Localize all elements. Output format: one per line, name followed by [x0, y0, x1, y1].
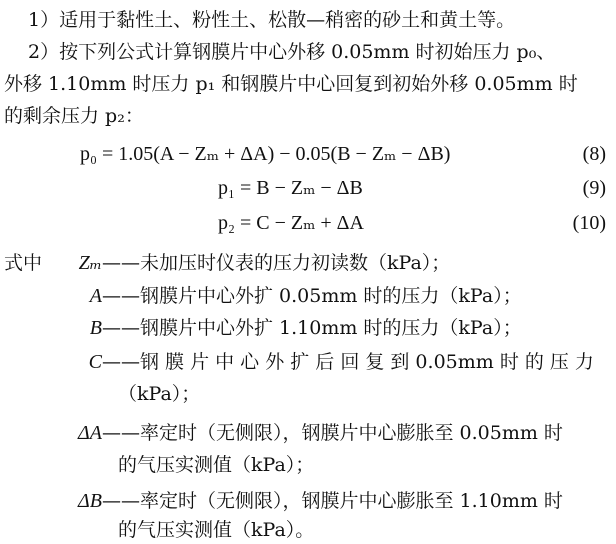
definition-delta-a-line-1: ——率定时（无侧限），钢膜片中心膨胀至 0.05mm 时: [102, 422, 563, 444]
formula-10: p₂ = C − Zₘ + ΔA: [218, 212, 364, 234]
item-1: 1）适用于黏性土、粉性土、松散—稍密的砂土和黄土等。: [28, 9, 516, 31]
symbol-b: B: [89, 317, 102, 339]
item-2-line-2: 外移 1.10mm 时压力 p₁ 和钢膜片中心回复到初始外移 0.05mm 时: [4, 73, 578, 95]
where-label: 式中: [4, 252, 43, 274]
definition-zm: ——未加压时仪表的压力初读数（kPa）；: [102, 252, 451, 274]
definition-b: ——钢膜片中心外扩 1.10mm 时的压力（kPa）；: [102, 317, 522, 339]
definition-delta-b-line-1: ——率定时（无侧限），钢膜片中心膨胀至 1.10mm 时: [102, 490, 563, 512]
formula-9: p₁ = B − Zₘ − ΔB: [218, 177, 363, 199]
symbol-delta-b: ΔB: [78, 490, 102, 512]
symbol-zm: Zₘ: [78, 252, 102, 274]
equation-number-8: (8): [582, 143, 606, 165]
definition-delta-a-line-2: 的气压实测值（kPa）；: [118, 454, 315, 476]
equation-number-9: (9): [582, 177, 606, 199]
symbol-delta-a: ΔA: [78, 422, 102, 444]
definition-c-line-2: （kPa）；: [118, 383, 201, 405]
item-2-line-1: 2）按下列公式计算钢膜片中心外移 0.05mm 时初始压力 p₀、: [28, 41, 556, 63]
item-2-line-3: 的剩余压力 p₂：: [4, 105, 144, 127]
definition-c-line-1: ——钢 膜 片 中 心 外 扩 后 回 复 到 0.05mm 时 的 压 力: [102, 351, 594, 373]
formula-8: p₀ = 1.05(A − Zₘ + ΔA) − 0.05(B − Zₘ − ΔB): [80, 143, 451, 165]
symbol-a: A: [89, 285, 102, 307]
equation-number-10: (10): [572, 212, 606, 234]
symbol-c: C: [88, 351, 102, 373]
definition-a: ——钢膜片中心外扩 0.05mm 时的压力（kPa）；: [102, 285, 522, 307]
definition-delta-b-line-2: 的气压实测值（kPa）。: [118, 519, 315, 541]
